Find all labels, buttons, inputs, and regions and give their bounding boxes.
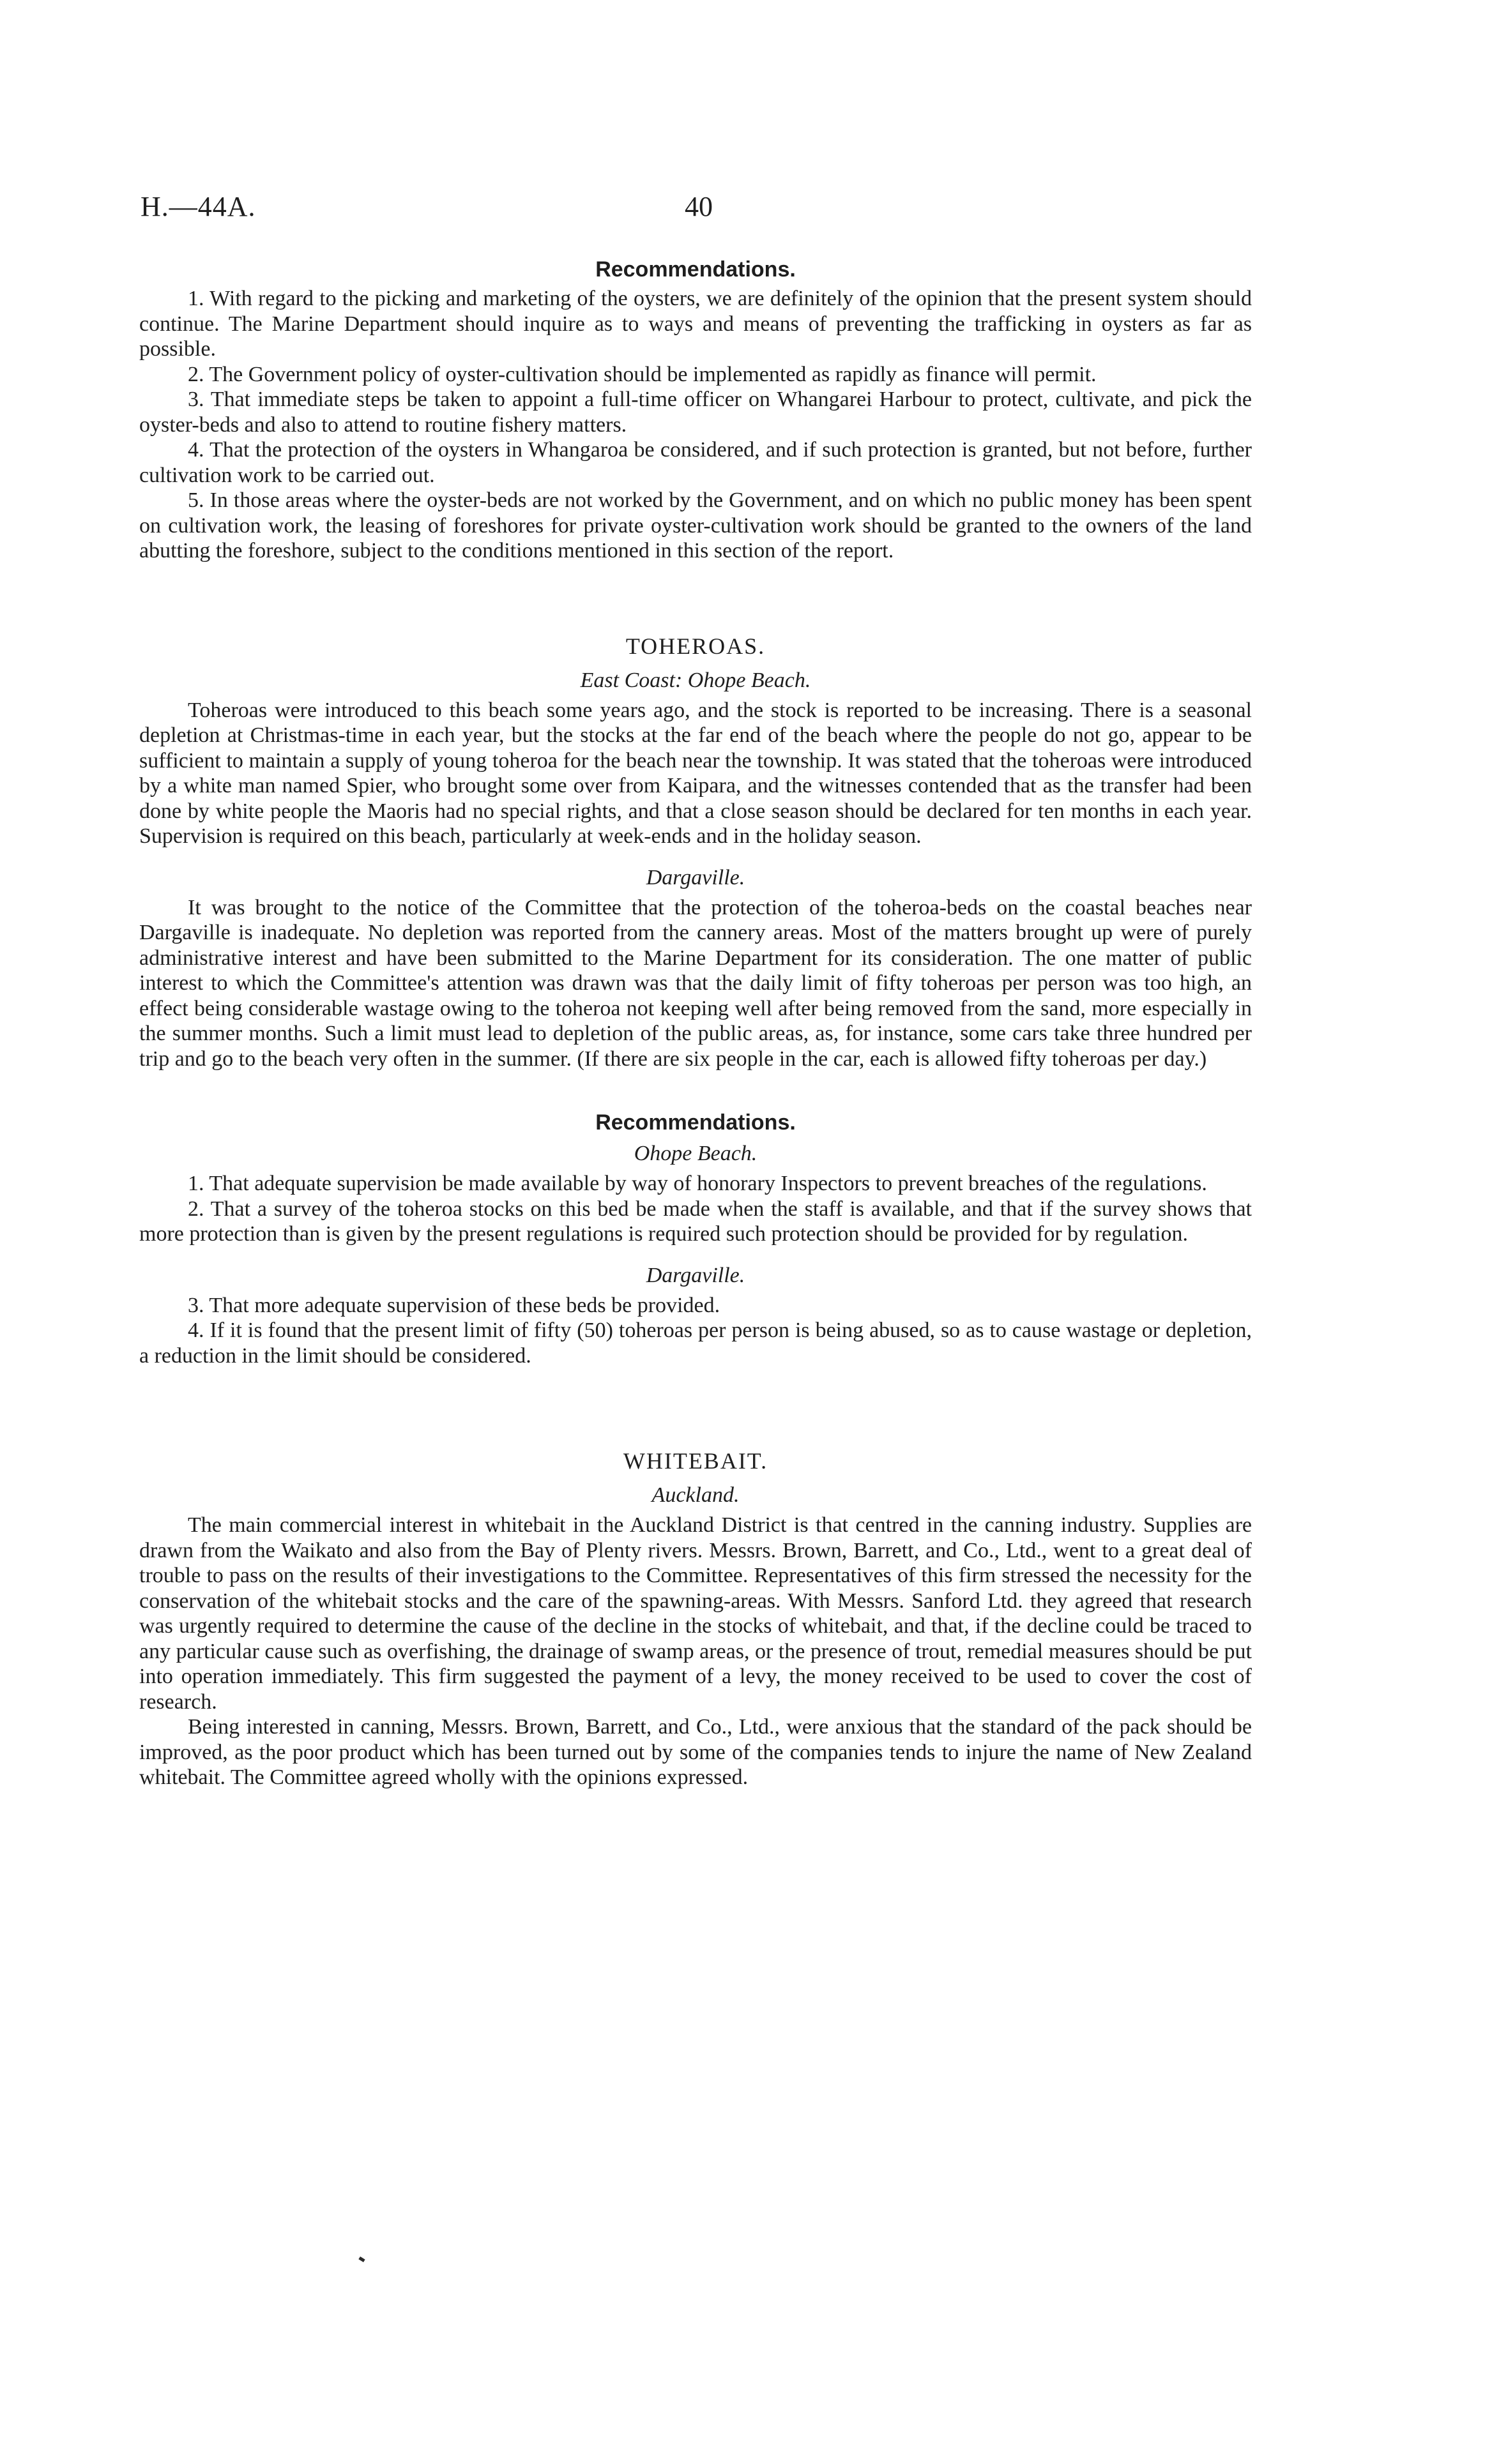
oyster-recommendation-2: 2. The Government policy of oyster-cultivation should be implemented as rapidly as finance will permit. bbox=[188, 362, 1097, 386]
toheroa-recommendation-3: 3. That more adequate supervision of these beds be provided. bbox=[188, 1293, 720, 1317]
toheroa-recommendations-heading: Recommendations. bbox=[595, 1110, 796, 1135]
stray-mark bbox=[358, 2256, 365, 2262]
toheroa-recommendation-2: 2. That a survey of the toheroa stocks on this bed be made when the staff is available, and that if the survey shows that more protection than is given by the present regulations is required such protection should be provided for by regulation. bbox=[139, 1197, 1252, 1246]
dargaville-recommendations-subtitle: Dargaville. bbox=[646, 1263, 745, 1287]
oyster-recommendation-5: 5. In those areas where the oyster-beds are not worked by the Government, and on which no public money has been spent on cultivation work, the leasing of foreshores for private oyster-cultivation work should be granted to the owners of the land abutting the foreshore, subject to the conditions mentioned in this section of the report. bbox=[139, 488, 1252, 563]
auckland-subtitle: Auckland. bbox=[651, 1483, 740, 1507]
east-coast-paragraph: Toheroas were introduced to this beach some years ago, and the stock is reported to be increasing. There is a seasonal depletion at Christmas-time in each year, but the stocks at the far end of the beach where the people do not go, appear to be sufficient to maintain a supply of young toheroa for the beach near the township. It was stated that the toheroas were introduced by a white man named Spier, who brought some over from Kaipara, and the witnesses contended that as the transfer had been done by white people the Maoris had no special rights, and that a close season should be declared for ten months in each year. Supervision is required on this beach, particularly at week-ends and in the holiday season. bbox=[139, 698, 1252, 848]
oyster-recommendations-heading: Recommendations. bbox=[595, 257, 796, 282]
toheroas-title: TOHEROAS. bbox=[625, 633, 766, 659]
page-body bbox=[139, 254, 1252, 1790]
oyster-recommendation-3: 3. That immediate steps be taken to appoint a full-time officer on Whangarei Harbour to protect, cultivate, and pick the oyster-beds and also to attend to routine fishery matters. bbox=[139, 388, 1252, 437]
toheroa-recommendation-4: 4. If it is found that the present limit of fifty (50) toheroas per person is being abused, so as to cause wastage or depletion, a reduction in the limit should be considered. bbox=[139, 1319, 1252, 1368]
oyster-recommendation-1: 1. With regard to the picking and marketing of the oysters, we are definitely of the opinion that the present system should continue. The Marine Department should inquire as to ways and means of preventing the trafficking in oysters as far as possible. bbox=[139, 287, 1252, 361]
report-code: H.—44A. bbox=[141, 191, 256, 222]
dargaville-subtitle: Dargaville. bbox=[646, 865, 745, 889]
whitebait-title: WHITEBAIT. bbox=[623, 1448, 768, 1474]
whitebait-paragraph-2: Being interested in canning, Messrs. Brown, Barrett, and Co., Ltd., were anxious that the standard of the pack should be improved, as the poor product which has been turned out by some of the companies tends to injure the name of New Zealand whitebait. The Committee agreed wholly with the opinions expressed. bbox=[139, 1715, 1252, 1789]
toheroa-recommendation-1: 1. That adequate supervision be made available by way of honorary Inspectors to prevent breaches of the regulations. bbox=[188, 1172, 1207, 1195]
oyster-recommendation-4: 4. That the protection of the oysters in Whangaroa be considered, and if such protection is granted, but not before, further cultivation work to be carried out. bbox=[139, 438, 1252, 487]
ohope-recommendations-subtitle: Ohope Beach. bbox=[634, 1142, 757, 1165]
east-coast-subtitle: East Coast: Ohope Beach. bbox=[580, 668, 811, 692]
toheroas-section bbox=[139, 630, 1252, 1369]
whitebait-paragraph-1: The main commercial interest in whitebait in the Auckland District is that centred in the canning industry. Supplies are drawn from the Waikato and also from the Bay of Plenty rivers. Messrs. Brown, Barrett, and Co., Ltd., went to a great deal of trouble to pass on the results of their investigations to the Committee. Representatives of this firm stressed the necessity for the conservation of the whitebait stocks and the care of the spawning-areas. With Messrs. Sanford Ltd. they agreed that research was urgently required to determine the cause of the decline in the stocks of whitebait, and that, if the decline could be traced to any particular cause such as overfishing, the drainage of swamp areas, or the presence of trout, remedial measures should be put into operation immediately. This firm suggested the payment of a levy, the money received to be used to cover the cost of research. bbox=[139, 1513, 1252, 1714]
page-number: 40 bbox=[685, 191, 713, 222]
oyster-recommendations bbox=[139, 254, 1252, 564]
dargaville-paragraph: It was brought to the notice of the Committee that the protection of the toheroa-beds on the coastal beaches near Dargaville is inadequate. No depletion was reported from the cannery areas. Most of the matters brought up were of purely administrative interest and have been submitted to the Marine Department for its consideration. The one matter of public interest to which the Committee's attention was drawn was that the daily limit of fifty toheroas per person was too high, an effect being considerable wastage owing to the toheroa not keeping well after being removed from the sand, more especially in the summer months. Such a limit must lead to depletion of the public areas, as, for instance, some cars take three hundred per trip and go to the beach very often in the summer. (If there are six people in the car, each is allowed fifty toheroas per day.) bbox=[139, 895, 1252, 1071]
whitebait-section bbox=[139, 1445, 1252, 1790]
